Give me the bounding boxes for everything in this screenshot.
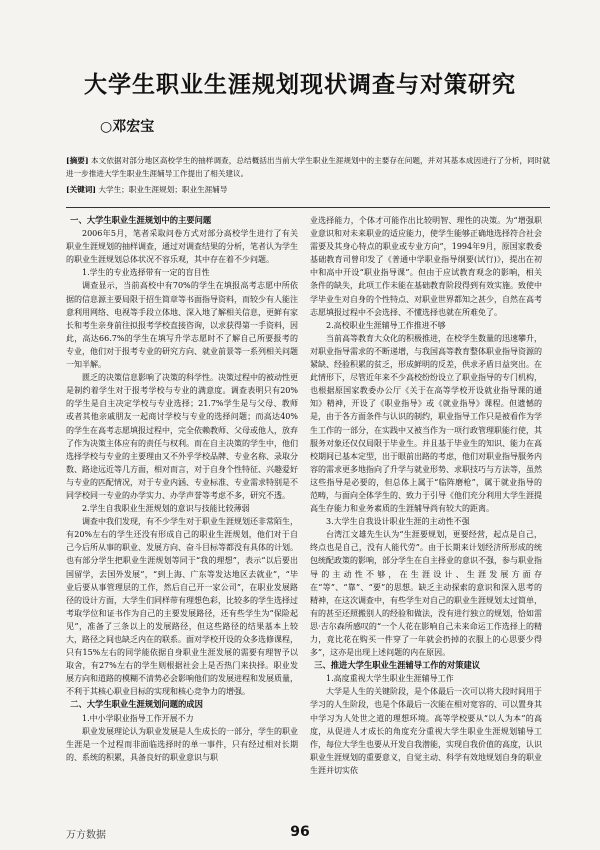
- paragraph: 调查中我们发现，有不少学生对于职业生涯规划还非常陌生，有20%左右的学生还没有形成自己的职业生涯规划，他们对于自己今后所从事的职业、发展方向、奋斗目标等都没有具体的计划。也有部分学生把职业生涯规划等同于“我的理想”，表示“以后要出国留学，去国外发展”，“到上海、广东等发达地区去就业”，“毕业后要从事管理层的工作，然后自己开一家公司”，在职业发展路径的设计方面，大学生们同样带有理想色彩，比较多的学生选择过考取学位和证书作为自己的主要发展路径，还有些学生为“保险起见”，准备了三条以上的发展路径，但这些路径的结果基本上较大，路径之间也缺乏内在的联系。面对学校开设的众多选修课程，只有15%左右的同学能依据自身职业生涯发展的需要有理智予以取舍，有27%左右的学生则根据社会上是否热门来抉择。职业发展方向和道路的模糊不清势必会影响他们的发展进程和发展质量，不利于其核心职业目标的实现和核心竞争力的增强。: [66, 517, 298, 697]
- paragraph: 调查显示，当前高校中有70%的学生在填报高考志愿中所依据的信息源主要局限于招生简章等书面指导资料，而较少有人能注意利用网络、电视等手段立体地、深入地了解相关信息，更鲜有家长和考生亲身前往拟报考学校直接咨询，以求获得第一手资料，因此，高达66.7%的学生在填写升学志愿时不了解自己所要报考的专业，他们对于报考专业的研究方向、就业前景等一系列相关问题一知半解。: [66, 281, 298, 370]
- subsection-heading: 1.高度重视大学生职业生涯辅导工作: [326, 674, 454, 684]
- keywords-text: 大学生；职业生涯规划；职业生涯辅导: [98, 185, 228, 194]
- subsection-heading: 3.大学生自我设计职业生涯的主动性不强: [326, 517, 470, 527]
- section-heading: 一、大学生职业生涯规划中的主要问题: [70, 215, 212, 225]
- abstract-label: [摘要]: [66, 156, 89, 165]
- keywords: [66, 183, 550, 196]
- subsection-heading: 1.学生的专业选择带有一定的盲目性: [82, 268, 210, 278]
- page-number: 96: [290, 824, 310, 840]
- subsection-heading: 2.高校职业生涯辅导工作推进不够: [326, 320, 446, 330]
- section-heading: 二、大学生职业生涯规划问题的成因: [70, 699, 203, 710]
- right-column: [310, 214, 542, 814]
- paragraph: 业选择能力，个体才可能作出比较明智、理性的决策。为“增强职业意识和对未来职业的适应能力，使学生能够正确地选择符合社会需要及其身心特点的职业或专业方向”，1994年9月，原国家教委基础教育司曾印发了《普通中学职业指导纲要(试行)》，提出在初中和高中开设“职业指导课”。但由于应试教育观念的影响，相关条件的缺失，此项工作未能在基础教育阶段得到有效实施。致使中学毕业生对自身的个性特点、对职业世界都知之甚少，自然在高考志愿填报过程中不会选择、不懂选择也就在所难免了。: [310, 216, 542, 317]
- paragraph: 匮乏的决策信息影响了决策的科学性。决策过程中的被动性更是制约着学生对于报考学校与专业的满意度。调查表明只有20%的学生是自主决定学校与专业选择；21.7%学生是与父母、教师或者其他亲戚朋友一起商讨学校与专业的选择问题；而高达40%的学生在高考志愿填报过程中，完全依赖教师、父母或他人，放弃了作为决策主体应有的责任与权利。而在自主决策的学生中，他们选择学校与专业的主要理由又不外乎学校品牌、专业名称、录取分数、路途远近等几方面，相对而言，对于自身个性特征、兴趣爱好与专业的匹配情况，对于专业内涵、专业标准、专业需求特别是不同学校同一专业的办学实力、办学声誉等考虑不多，研究不透。: [66, 373, 298, 500]
- paragraph: 台湾江文雄先生认为“生涯要规划，更要经营，起点是自己，终点也是自己，没有人能代劳”。由于长期来计划经济所形成的统包统配政策的影响，部分学生在自主择业的意识不强，参与职业指导的主动性不够，在生涯设计、生涯发展方面存在“等”、“靠”、“要”的思想。缺乏主动探索的意识和深入思考的精神，在这次调查中，有些学生对自己的职业生涯规划太过简单，有的甚至还照搬别人的经验和做法，没有进行独立的规划，恰如雷思·吉尔森所感叹的“一个人花在影响自己未来命运工作选择上的精力，竟比花在购买一件穿了一年就会扔掉的衣服上的心思要少得多”，这亦是出现上述问题的内在原因。: [310, 530, 542, 658]
- paragraph: 职业发展理论认为职业发展是人生成长的一部分，学生的职业生涯是一个过程而非面临选择时的单一事件，只有经过相对长期的、系统的积累，具备良好的职业意识与职: [66, 726, 298, 762]
- abstract: [66, 154, 550, 180]
- author: ○邓宏宝: [100, 119, 155, 135]
- subsection-heading: 2.学生自我职业生涯规划的意识与技能比较薄弱: [82, 504, 250, 514]
- abstract-text: 本文依据对部分地区高校学生的抽样调查，总结概括出当前大学生职业生涯规划中的主要存在问题，并对其基本成因进行了分析，同时就进一步推进大学生职业生涯辅导工作提出了相关建议。: [66, 156, 550, 178]
- page-title: 大学生职业生涯规划现状调查与对策研究: [84, 72, 516, 98]
- keywords-label: [关键词]: [66, 185, 96, 194]
- left-column: [66, 214, 298, 814]
- abstract-block: [66, 154, 550, 196]
- paragraph: 当前高等教育大众化的积极推进，在校学生数量的迅速攀升，对职业指导需求的不断递增，与我国高等教育整体职业指导资源的紧缺、经验积累的贫乏，形成鲜明的反差，供求矛盾日益突出。在此情形下，尽管近年来不少高校纷纷设立了职业指导的专门机构，也根据原国家教委办公厅《关于在高等学校开设就业指导课的通知》精神，开设了《职业指导》或《就业指导》课程。但遗憾的是，由于各方面条件与认识的制约，职业指导工作只是被看作为学生工作的一部分，在实践中又被当作为一项行政管理职能行使，其服务对象还仅仅局限于毕业生。并且基于毕业生的知识、能力在高校期间已基本定型，出于眼前出路的考虑，他们对职业指导服务内容的需求更多地指向了升学与就业形势、求职技巧与方法等，虽然这些指导是必要的，但总体上属于“临阵磨枪”，属于就业指导的范畴，与面向全体学生的、致力于引导《他们充分利用大学生涯提高生存能力和业务素质的生涯辅导尚有较大的距离。: [310, 333, 542, 514]
- subsection-heading: 1.中小学职业指导工作开展不力: [82, 713, 194, 723]
- paragraph: 2006年5月，笔者采取问卷方式对部分高校学生进行了有关职业生涯规划的抽样调查，通过对调查结果的分析，笔者认为学生的职业生涯规划总体状况不容乐观，其中存在着不少问题。: [66, 229, 298, 265]
- watermark-text: 万方数据: [66, 830, 106, 841]
- section-heading: 三、推进大学生职业生涯辅导工作的对策建议: [314, 660, 481, 671]
- paragraph: 大学是人生的关键阶段，是个体最后一次可以将大段时间用于学习的人生阶段，也是个体最后一次能在相对宽容的、可以置身其中学习为人处世之道的理想环境。高等学校要从“以人为本”的高度，从促进人才成长的角度充分重视大学生职业生涯规划辅导工作，每位大学生也要从开发自我潜能，实现自我价值的高度，认识职业生涯规划的重要意义，自觉主动、科学有效地规划自身的职业生涯并切实依: [310, 687, 542, 775]
- divider: [66, 207, 550, 208]
